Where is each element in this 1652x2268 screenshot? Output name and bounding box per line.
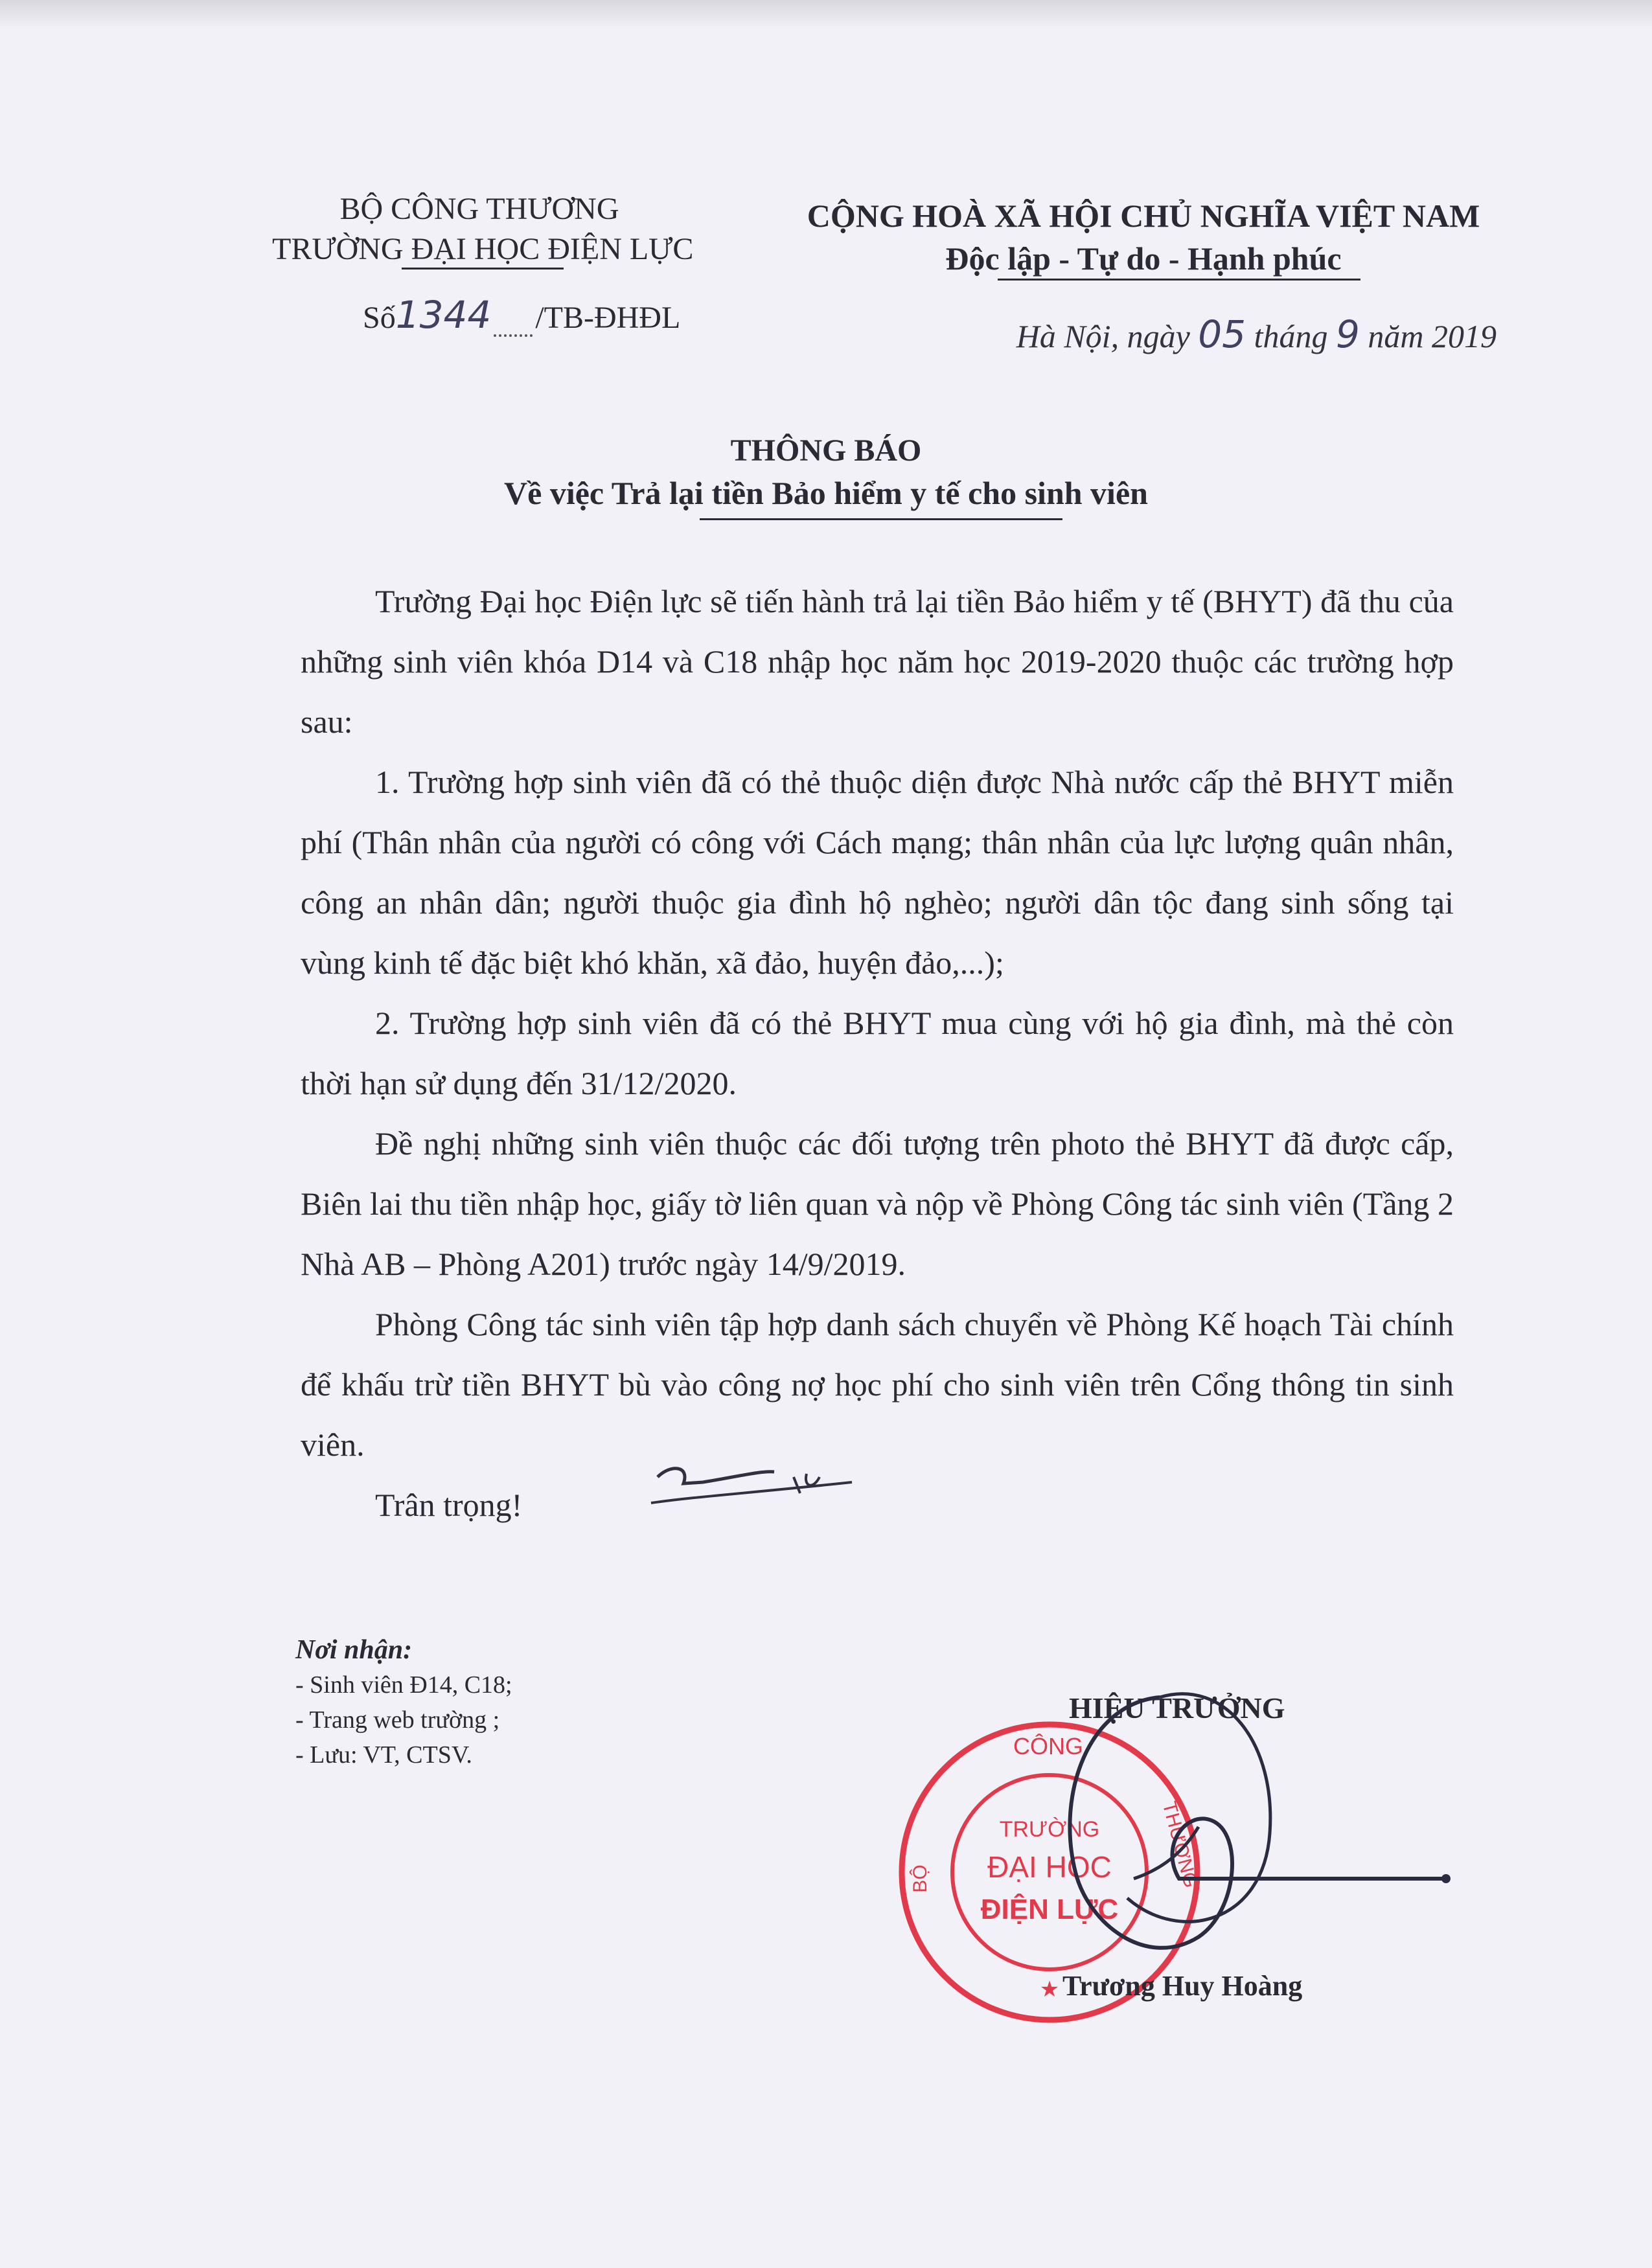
university-name: TRƯỜNG ĐẠI HỌC ĐIỆN LỰC — [272, 232, 694, 266]
notice-heading: THÔNG BÁO — [730, 433, 922, 468]
handwritten-signature — [875, 1665, 1458, 2002]
recipients-block — [295, 1632, 512, 1772]
ministry-name: BỘ CÔNG THƯƠNG — [339, 192, 619, 226]
nation-block — [797, 194, 1490, 280]
stamp-line-2: ĐẠI HỌC — [987, 1850, 1112, 1884]
body-paragraph-closing: Trân trọng! — [375, 1487, 523, 1523]
subject-underline — [700, 518, 1062, 520]
handwritten-initials-mark — [645, 1458, 858, 1516]
body-paragraph-intro: Trường Đại học Điện lực sẽ tiến hành trả lại tiền Bảo hiểm y tế (BHYT) đã thu của những sinh viên khóa D14 và C18 nhập học năm học 2019-2020 thuộc các trường hợp sau: — [301, 583, 1454, 740]
date-line — [926, 312, 1497, 356]
notice-subject: Về việc Trả lại tiền Bảo hiểm y tế cho sinh viên — [504, 475, 1148, 511]
stamp-top-text: CÔNG — [1013, 1733, 1083, 1759]
date-year: năm 2019 — [1368, 318, 1497, 354]
recipient-item: - Lưu: VT, CTSV. — [295, 1741, 472, 1769]
date-place: Hà Nội, ngày — [1016, 318, 1190, 354]
body-paragraph-processing: Phòng Công tác sinh viên tập hợp danh sách chuyển về Phòng Kế hoạch Tài chính để khấu trừ tiền BHYT bù vào công nợ học phí cho sinh viên trên Cổng thông tin sinh viên. — [301, 1306, 1454, 1463]
doc-number-suffix: /TB-ĐHĐL — [535, 301, 681, 335]
body-paragraph-case-2: 2. Trường hợp sinh viên đã có thẻ BHYT mua cùng với hộ gia đình, mà thẻ còn thời hạn sử dụng đến 31/12/2020. — [301, 1005, 1454, 1101]
recipient-item: - Trang web trường ; — [295, 1706, 500, 1734]
doc-number-prefix: Số — [363, 301, 396, 335]
stamp-right-text: THƯƠNG — [1158, 1799, 1202, 1890]
doc-number-dots — [494, 334, 533, 337]
recipient-item: - Sinh viên Đ14, C18; — [295, 1671, 512, 1699]
date-month-handwritten: 9 — [1335, 312, 1360, 356]
signatory-position: HIỆU TRƯỞNG — [1069, 1691, 1285, 1724]
notice-body — [301, 571, 1454, 1535]
nation-name: CỘNG HOÀ XÃ HỘI CHỦ NGHĨA VIỆT NAM — [807, 198, 1480, 234]
stamp-line-3: ĐIỆN LỰC — [980, 1894, 1119, 1925]
university-underline — [402, 268, 564, 269]
recipients-title: Nơi nhận: — [295, 1635, 413, 1665]
body-paragraph-case-1: 1. Trường hợp sinh viên đã có thẻ thuộc diện được Nhà nước cấp thẻ BHYT miễn phí (Thân nhân của người có công với Cách mạng; thân nhân của lực lượng quân nhân, công an nhân dân; người thuộc gia đình hộ nghèo; người dân tộc đang sinh sống tại vùng kinh tế đặc biệt khó khăn, xã đảo, huyện đảo,...); — [301, 764, 1454, 981]
motto-underline — [998, 279, 1360, 281]
scan-top-edge — [0, 0, 1652, 30]
date-month-label: tháng — [1254, 318, 1328, 354]
stamp-left-text: BỘ — [910, 1864, 931, 1893]
signatory-name: Trương Huy Hoàng — [1062, 1970, 1303, 2002]
stamp-line-1: TRƯỜNG — [999, 1817, 1100, 1842]
document-number — [363, 293, 680, 337]
body-paragraph-request: Đề nghị những sinh viên thuộc các đối tượng trên photo thẻ BHYT đã được cấp, Biên lai thu tiền nhập học, giấy tờ liên quan và nộp về Phòng Công tác sinh viên (Tầng 2 Nhà AB – Phòng A201) trước ngày 14/9/2019. — [301, 1125, 1454, 1282]
ministry-block — [272, 189, 694, 269]
nation-motto: Độc lập - Tự do - Hạnh phúc — [945, 240, 1342, 277]
date-day-handwritten: 05 — [1198, 312, 1246, 356]
doc-number-handwritten: 1344 — [395, 293, 492, 337]
stamp-star-icon: ★ — [1039, 1978, 1060, 2002]
